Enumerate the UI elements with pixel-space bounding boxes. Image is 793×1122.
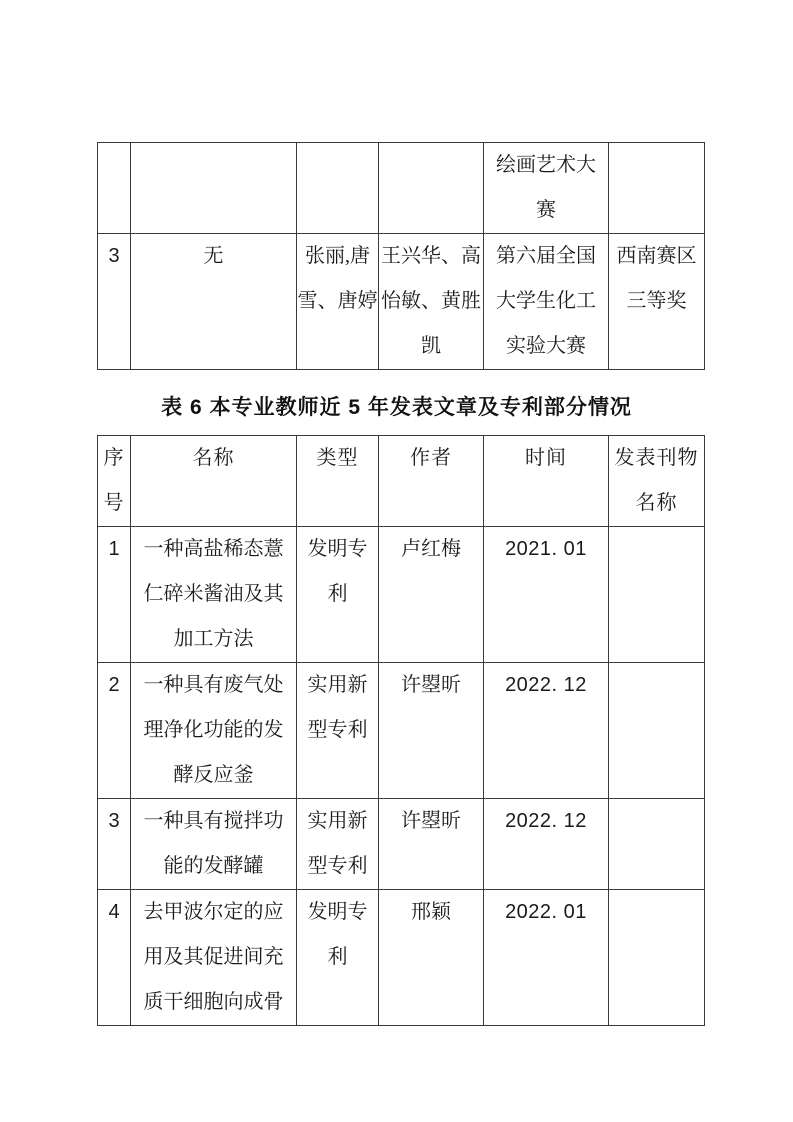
name-line: 仁碎米酱油及其: [143, 583, 284, 605]
table6-title: 表 6 本专业教师近 5 年发表文章及专利部分情况: [161, 396, 632, 419]
publications-table: [97, 435, 705, 1026]
author-cell: 许曌昕: [379, 799, 484, 890]
teachers-line: 张丽,唐: [305, 245, 370, 267]
seq-cell: 3: [98, 799, 131, 890]
author-cell: 邢颖: [379, 890, 484, 1026]
award-line: 三等奖: [626, 290, 687, 312]
type-line: 发明专: [307, 538, 368, 560]
author-header-cell: 作者: [379, 436, 484, 527]
journal-cell: [609, 527, 705, 663]
type-line: 实用新: [307, 674, 368, 696]
journal-header-cell: [609, 436, 705, 527]
time-cell: 2022. 12: [484, 663, 609, 799]
name-line: 去甲波尔定的应: [143, 901, 284, 923]
journal-cell: [609, 663, 705, 799]
header-row: [98, 436, 705, 527]
type-cell: [297, 890, 379, 1026]
students-cell: [379, 143, 484, 234]
teachers-cell: [297, 234, 379, 370]
name-header-cell: 名称: [131, 436, 297, 527]
name-line: 一种具有废气处: [143, 674, 284, 696]
competition-line: 大学生化工: [496, 290, 596, 312]
competition-line: 实验大赛: [506, 335, 586, 357]
type-line: 型专利: [307, 855, 368, 877]
type-cell: [297, 527, 379, 663]
name-line: 理净化功能的发: [143, 719, 284, 741]
name-line: 一种具有搅拌功: [143, 810, 284, 832]
table-row: [98, 234, 705, 370]
award-cell: [609, 234, 705, 370]
type-line: 利: [327, 946, 348, 968]
name-cell: [131, 799, 297, 890]
seq-cell: 1: [98, 527, 131, 663]
name-line: 用及其促进间充: [143, 946, 284, 968]
table-row: [98, 663, 705, 799]
seq-cell: 3: [98, 234, 131, 370]
competition-line: 赛: [536, 199, 556, 221]
students-cell: [379, 234, 484, 370]
seq-header-cell: [98, 436, 131, 527]
name-line: 一种高盐稀态薏: [143, 538, 284, 560]
competition-line: 绘画艺术大: [496, 154, 596, 176]
name-line: 能的发酵罐: [163, 855, 264, 877]
type-line: 型专利: [307, 719, 368, 741]
seq-cell: [98, 143, 131, 234]
students-line: 王兴华、高: [381, 245, 481, 267]
project-cell: 无: [131, 234, 297, 370]
awards-table-continued: [97, 142, 705, 370]
seq-header-line: 号: [103, 492, 125, 514]
table-row: [98, 527, 705, 663]
competition-cell: [484, 234, 609, 370]
author-cell: 卢红梅: [379, 527, 484, 663]
type-line: 实用新: [307, 810, 368, 832]
table-row: [98, 799, 705, 890]
time-cell: 2022. 12: [484, 799, 609, 890]
type-cell: [297, 663, 379, 799]
time-cell: 2021. 01: [484, 527, 609, 663]
name-cell: [131, 663, 297, 799]
name-line: 质干细胞向成骨: [143, 991, 284, 1013]
students-line: 凯: [421, 335, 441, 357]
type-header-cell: 类型: [297, 436, 379, 527]
competition-cell: [484, 143, 609, 234]
name-cell: [131, 890, 297, 1026]
competition-line: 第六届全国: [496, 245, 596, 267]
seq-cell: 2: [98, 663, 131, 799]
teachers-line: 雪、唐婷: [297, 290, 378, 312]
teachers-cell: [297, 143, 379, 234]
table-row-partial: [98, 143, 705, 234]
journal-header-line: 发表刊物: [614, 447, 699, 469]
journal-cell: [609, 799, 705, 890]
type-cell: [297, 799, 379, 890]
type-line: 发明专: [307, 901, 368, 923]
author-cell: 许曌昕: [379, 663, 484, 799]
award-line: 西南赛区: [616, 245, 697, 267]
journal-cell: [609, 890, 705, 1026]
seq-header-line: 序: [103, 447, 125, 469]
time-header-cell: 时间: [484, 436, 609, 527]
students-line: 怡敏、黄胜: [381, 290, 481, 312]
name-line: 酵反应釜: [173, 764, 254, 786]
journal-header-line: 名称: [635, 492, 678, 514]
seq-cell: 4: [98, 890, 131, 1026]
table-row: [98, 890, 705, 1026]
name-cell: [131, 527, 297, 663]
award-cell: [609, 143, 705, 234]
time-cell: 2022. 01: [484, 890, 609, 1026]
project-cell: [131, 143, 297, 234]
name-line: 加工方法: [173, 628, 254, 650]
type-line: 利: [327, 583, 348, 605]
